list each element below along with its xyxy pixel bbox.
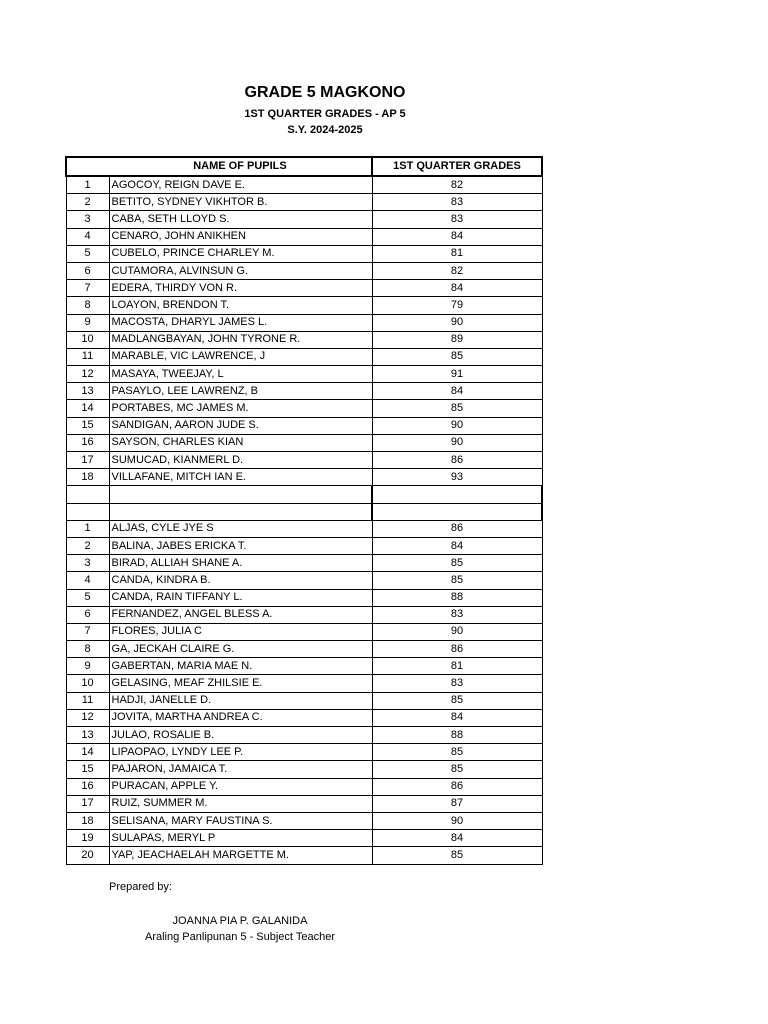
table-row <box>66 658 542 675</box>
row-number: 3 <box>66 555 109 572</box>
pupil-grade: 84 <box>372 280 542 297</box>
table-row <box>66 297 542 314</box>
row-number: 12 <box>66 366 109 383</box>
table-row <box>66 812 542 829</box>
pupil-grade: 89 <box>372 331 542 348</box>
row-number: 14 <box>66 400 109 417</box>
table-row <box>66 761 542 778</box>
pupil-name: VILLAFANE, MITCH IAN E. <box>109 469 372 486</box>
table-row <box>66 280 542 297</box>
pupil-name: GELASING, MEAF ZHILSIE E. <box>109 675 372 692</box>
pupil-name: LOAYON, BRENDON T. <box>109 297 372 314</box>
row-number: 4 <box>66 572 109 589</box>
pupil-grade: 84 <box>372 228 542 245</box>
pupil-name: HADJI, JANELLE D. <box>109 692 372 709</box>
table-row <box>66 641 542 658</box>
pupil-name: BALINA, JABES ERICKA T. <box>109 537 372 554</box>
pupil-grade: 86 <box>372 778 542 795</box>
table-row <box>66 744 542 761</box>
blank-row <box>66 503 542 520</box>
row-number: 6 <box>66 262 109 279</box>
document-title: GRADE 5 MAGKONO <box>244 84 406 101</box>
pupil-grade: 85 <box>372 847 542 864</box>
table-row <box>66 400 542 417</box>
table-row <box>66 228 542 245</box>
pupil-name: LIPAOPAO, LYNDY LEE P. <box>109 744 372 761</box>
grades-table <box>65 156 543 865</box>
pupil-grade: 88 <box>372 727 542 744</box>
row-number: 17 <box>66 452 109 469</box>
pupil-grade: 85 <box>372 572 542 589</box>
pupil-grade: 87 <box>372 795 542 812</box>
row-number: 3 <box>66 211 109 228</box>
pupil-grade: 83 <box>372 211 542 228</box>
pupil-name: JOVITA, MARTHA ANDREA C. <box>109 709 372 726</box>
row-number: 1 <box>66 176 109 194</box>
pupil-grade: 90 <box>372 417 542 434</box>
pupil-grade: 84 <box>372 383 542 400</box>
signer-name: JOANNA PIA P. GALANIDA <box>172 915 308 927</box>
blank-cell <box>109 486 372 503</box>
pupil-name: PORTABES, MC JAMES M. <box>109 400 372 417</box>
table-row <box>66 847 542 864</box>
row-number: 11 <box>66 348 109 365</box>
table-row <box>66 245 542 262</box>
table-row <box>66 417 542 434</box>
pupil-grade: 84 <box>372 537 542 554</box>
table-row <box>66 589 542 606</box>
row-number: 6 <box>66 606 109 623</box>
row-number: 20 <box>66 847 109 864</box>
blank-cell <box>66 503 109 520</box>
row-number: 15 <box>66 417 109 434</box>
pupil-name: FERNANDEZ, ANGEL BLESS A. <box>109 606 372 623</box>
pupil-name: CUBELO, PRINCE CHARLEY M. <box>109 245 372 262</box>
pupil-name: JULAO, ROSALIE B. <box>109 727 372 744</box>
pupil-name: CANDA, RAIN TIFFANY L. <box>109 589 372 606</box>
table-row <box>66 572 542 589</box>
blank-cell <box>66 486 109 503</box>
pupil-name: BETITO, SYDNEY VIKHTOR B. <box>109 194 372 211</box>
pupil-name: SELISANA, MARY FAUSTINA S. <box>109 812 372 829</box>
table-row <box>66 331 542 348</box>
blank-cell <box>372 503 542 520</box>
row-number: 2 <box>66 194 109 211</box>
pupil-name: YAP, JEACHAELAH MARGETTE M. <box>109 847 372 864</box>
table-row <box>66 675 542 692</box>
table-row <box>66 830 542 847</box>
row-number: 8 <box>66 641 109 658</box>
pupil-grade: 85 <box>372 761 542 778</box>
table-header-row <box>66 157 542 176</box>
table-row <box>66 709 542 726</box>
table-row <box>66 623 542 640</box>
pupil-grade: 90 <box>372 314 542 331</box>
header-number-cell <box>66 157 109 176</box>
table-row <box>66 348 542 365</box>
row-number: 16 <box>66 778 109 795</box>
row-number: 8 <box>66 297 109 314</box>
pupil-name: CENARO, JOHN ANIKHEN <box>109 228 372 245</box>
pupil-grade: 85 <box>372 348 542 365</box>
row-number: 5 <box>66 589 109 606</box>
pupil-name: CABA, SETH LLOYD S. <box>109 211 372 228</box>
table-row <box>66 692 542 709</box>
pupil-name: FLORES, JULIA C <box>109 623 372 640</box>
row-number: 9 <box>66 314 109 331</box>
table-row <box>66 434 542 451</box>
header-name-of-pupils: NAME OF PUPILS <box>109 157 372 176</box>
table-row <box>66 383 542 400</box>
pupil-name: GA, JECKAH CLAIRE G. <box>109 641 372 658</box>
pupil-name: EDERA, THIRDY VON R. <box>109 280 372 297</box>
table-row <box>66 176 542 194</box>
pupil-grade: 90 <box>372 623 542 640</box>
pupil-grade: 93 <box>372 469 542 486</box>
pupil-name: MARABLE, VIC LAWRENCE, J <box>109 348 372 365</box>
pupil-name: MACOSTA, DHARYL JAMES L. <box>109 314 372 331</box>
table-row <box>66 606 542 623</box>
row-number: 1 <box>66 520 109 537</box>
pupil-grade: 83 <box>372 194 542 211</box>
row-number: 19 <box>66 830 109 847</box>
pupil-grade: 91 <box>372 366 542 383</box>
table-row <box>66 555 542 572</box>
row-number: 10 <box>66 331 109 348</box>
table-row <box>66 778 542 795</box>
table-row <box>66 194 542 211</box>
pupil-name: SAYSON, CHARLES KIAN <box>109 434 372 451</box>
row-number: 4 <box>66 228 109 245</box>
table-row <box>66 537 542 554</box>
pupil-name: PURACAN, APPLE Y. <box>109 778 372 795</box>
pupil-name: SUMUCAD, KIANMERL D. <box>109 452 372 469</box>
table-row <box>66 520 542 537</box>
row-number: 14 <box>66 744 109 761</box>
row-number: 10 <box>66 675 109 692</box>
pupil-grade: 83 <box>372 606 542 623</box>
table-row <box>66 795 542 812</box>
row-number: 12 <box>66 709 109 726</box>
school-year: S.Y. 2024-2025 <box>287 124 363 136</box>
pupil-grade: 84 <box>372 709 542 726</box>
prepared-by-label: Prepared by: <box>109 881 172 893</box>
row-number: 11 <box>66 692 109 709</box>
pupil-name: GABERTAN, MARIA MAE N. <box>109 658 372 675</box>
pupil-grade: 85 <box>372 555 542 572</box>
pupil-grade: 90 <box>372 434 542 451</box>
row-number: 13 <box>66 383 109 400</box>
signer-title: Araling Panlipunan 5 - Subject Teacher <box>145 931 335 943</box>
document-subtitle: 1ST QUARTER GRADES - AP 5 <box>244 108 406 120</box>
row-number: 7 <box>66 623 109 640</box>
pupil-name: SANDIGAN, AARON JUDE S. <box>109 417 372 434</box>
row-number: 2 <box>66 537 109 554</box>
pupil-grade: 86 <box>372 452 542 469</box>
pupil-grade: 84 <box>372 830 542 847</box>
table-row <box>66 314 542 331</box>
table-row <box>66 262 542 279</box>
row-number: 9 <box>66 658 109 675</box>
pupil-name: SULAPAS, MERYL P <box>109 830 372 847</box>
row-number: 15 <box>66 761 109 778</box>
pupil-name: AGOCOY, REIGN DAVE E. <box>109 176 372 194</box>
table-row <box>66 211 542 228</box>
pupil-grade: 81 <box>372 245 542 262</box>
pupil-grade: 79 <box>372 297 542 314</box>
table-row <box>66 452 542 469</box>
blank-row <box>66 486 542 503</box>
pupil-grade: 85 <box>372 692 542 709</box>
pupil-grade: 88 <box>372 589 542 606</box>
pupil-name: BIRAD, ALLIAH SHANE A. <box>109 555 372 572</box>
row-number: 18 <box>66 469 109 486</box>
table-row <box>66 469 542 486</box>
row-number: 18 <box>66 812 109 829</box>
pupil-grade: 90 <box>372 812 542 829</box>
table-row <box>66 366 542 383</box>
pupil-name: ALJAS, CYLE JYE S <box>109 520 372 537</box>
pupil-name: MADLANGBAYAN, JOHN TYRONE R. <box>109 331 372 348</box>
pupil-grade: 86 <box>372 641 542 658</box>
pupil-name: PAJARON, JAMAICA T. <box>109 761 372 778</box>
pupil-grade: 81 <box>372 658 542 675</box>
pupil-name: PASAYLO, LEE LAWRENZ, B <box>109 383 372 400</box>
pupil-name: RUIZ, SUMMER M. <box>109 795 372 812</box>
pupil-grade: 82 <box>372 262 542 279</box>
row-number: 16 <box>66 434 109 451</box>
grades-table-body <box>66 176 542 864</box>
blank-cell <box>109 503 372 520</box>
pupil-grade: 83 <box>372 675 542 692</box>
table-row <box>66 727 542 744</box>
pupil-grade: 86 <box>372 520 542 537</box>
row-number: 13 <box>66 727 109 744</box>
row-number: 7 <box>66 280 109 297</box>
pupil-name: CUTAMORA, ALVINSUN G. <box>109 262 372 279</box>
pupil-grade: 85 <box>372 400 542 417</box>
row-number: 5 <box>66 245 109 262</box>
pupil-grade: 85 <box>372 744 542 761</box>
header-quarter-grades: 1ST QUARTER GRADES <box>372 157 542 176</box>
blank-cell <box>372 486 542 503</box>
pupil-grade: 82 <box>372 176 542 194</box>
row-number: 17 <box>66 795 109 812</box>
pupil-name: MASAYA, TWEEJAY, L <box>109 366 372 383</box>
pupil-name: CANDA, KINDRA B. <box>109 572 372 589</box>
